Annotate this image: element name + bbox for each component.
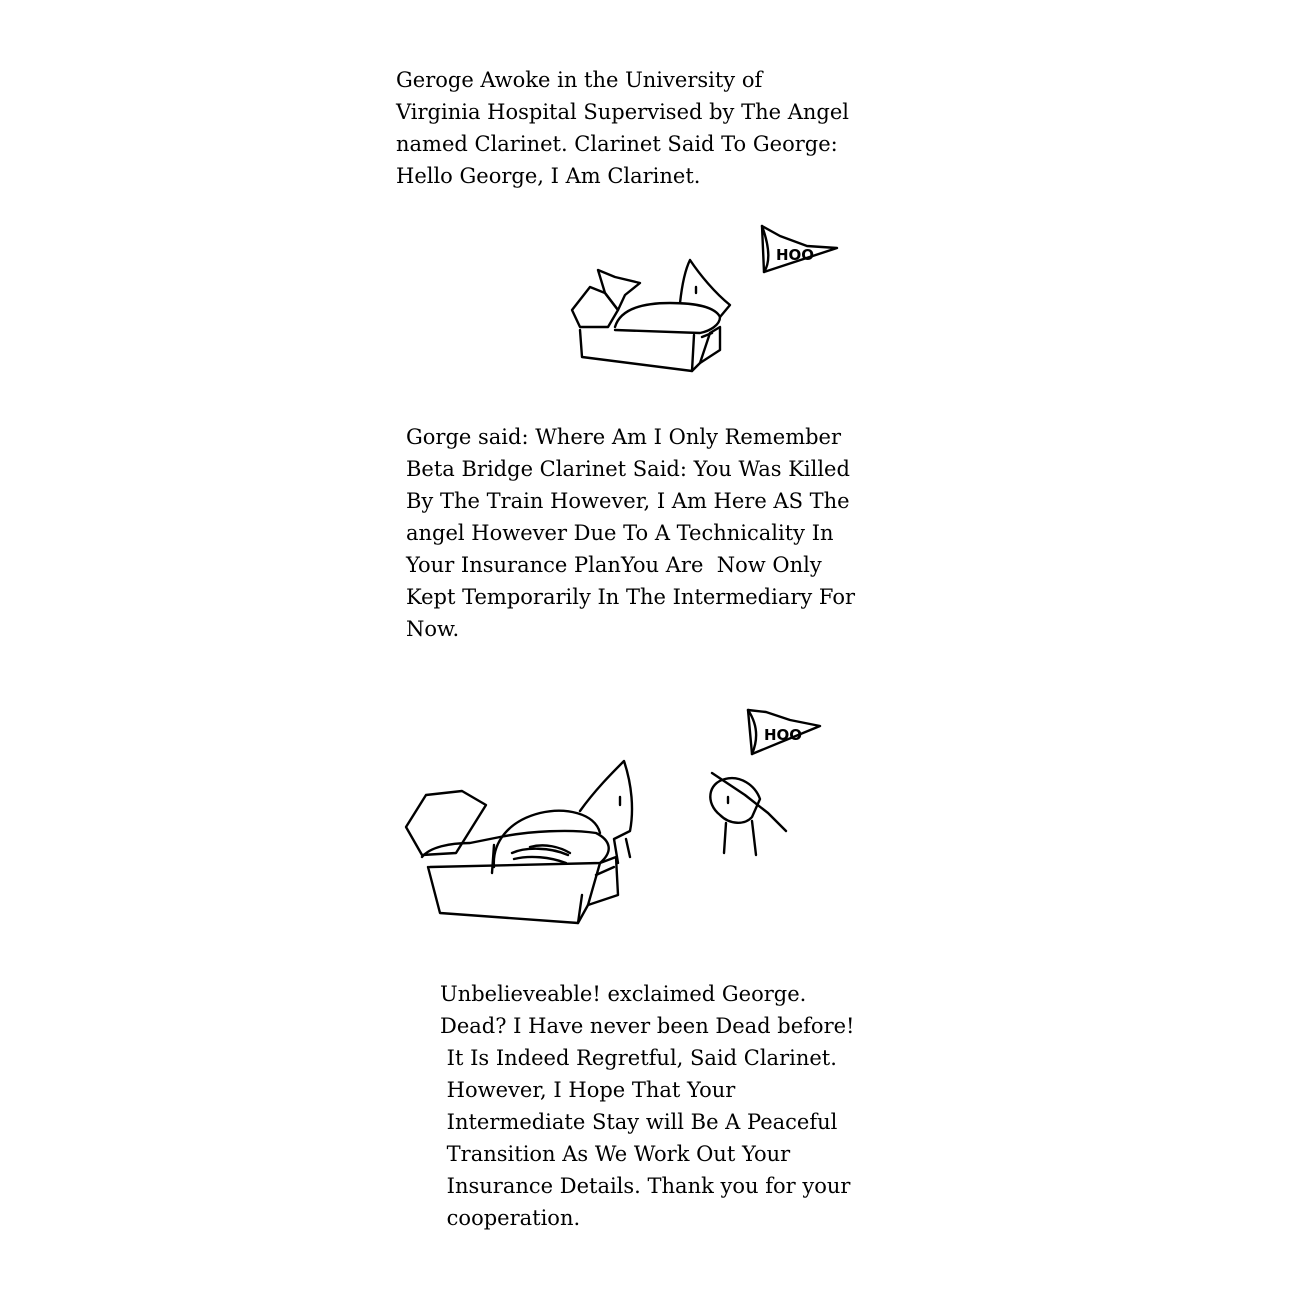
caption-line: named Clarinet. Clarinet Said To George: bbox=[396, 132, 838, 156]
caption-line: angel However Due To A Technicality In bbox=[406, 521, 834, 545]
caption-line: However, I Hope That Your bbox=[440, 1078, 736, 1102]
caption-line: cooperation. bbox=[440, 1206, 581, 1230]
bed-drawing-bottom bbox=[400, 755, 820, 935]
caption-panel-2 bbox=[406, 421, 855, 645]
caption-panel-1 bbox=[396, 64, 849, 192]
caption-line: Geroge Awoke in the University of bbox=[396, 68, 763, 92]
caption-line: Now. bbox=[406, 617, 460, 641]
caption-line: Intermediate Stay will Be A Peaceful bbox=[440, 1110, 838, 1134]
pennant-top bbox=[752, 218, 852, 283]
caption-line: It Is Indeed Regretful, Said Clarinet. bbox=[440, 1046, 837, 1070]
pennant-bottom bbox=[740, 700, 840, 765]
caption-line: Unbelieveable! exclaimed George. bbox=[440, 982, 807, 1006]
caption-line: Your Insurance PlanYou Are Now Only bbox=[406, 553, 822, 577]
caption-line: By The Train However, I Am Here AS The bbox=[406, 489, 850, 513]
caption-line: Kept Temporarily In The Intermediary For bbox=[406, 585, 856, 609]
caption-line: Virginia Hospital Supervised by The Angel bbox=[396, 100, 850, 124]
caption-line: Transition As We Work Out Your bbox=[440, 1142, 791, 1166]
caption-line: Gorge said: Where Am I Only Remember bbox=[406, 425, 842, 449]
pennant-label: HOO bbox=[764, 726, 803, 744]
caption-line: Beta Bridge Clarinet Said: You Was Killed bbox=[406, 457, 850, 481]
caption-panel-3 bbox=[440, 978, 854, 1234]
caption-line: Insurance Details. Thank you for your bbox=[440, 1174, 851, 1198]
caption-line: Dead? I Have never been Dead before! bbox=[440, 1014, 855, 1038]
pennant-label: HOO bbox=[776, 246, 815, 264]
caption-line: Hello George, I Am Clarinet. bbox=[396, 164, 701, 188]
